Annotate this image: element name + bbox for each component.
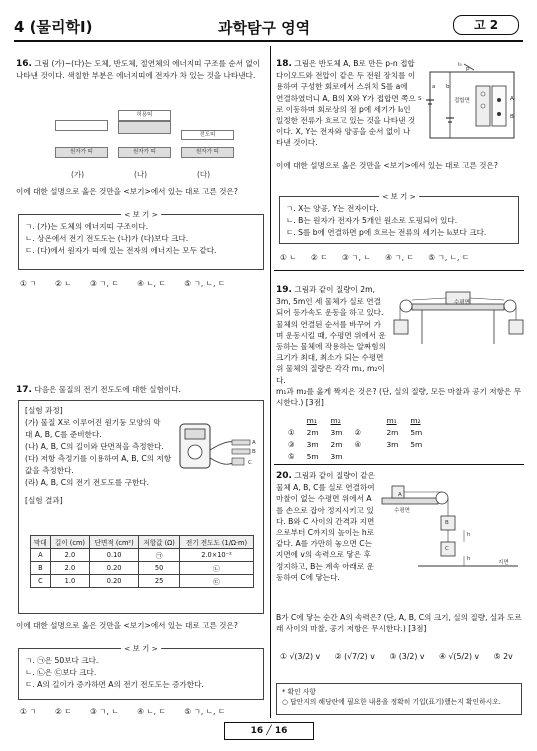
q20-label-ground: 지면	[498, 560, 509, 566]
q16-option[interactable]: ④ ㄴ, ㄷ	[137, 279, 166, 288]
confirmation-note	[276, 683, 522, 715]
q17-option[interactable]: ③ ㄱ, ㄴ	[89, 707, 119, 716]
table-row[interactable]: ⑤ 5m 3m	[288, 451, 343, 461]
label-current: I₀	[458, 62, 462, 68]
header-rule	[14, 40, 523, 42]
q20-option[interactable]: ⑤ 2v	[493, 652, 513, 661]
q16-bogi-item: ㄱ. (가)는 도체의 에너지띠 구조이다.	[25, 222, 149, 231]
q18-option[interactable]: ④ ㄱ, ㄷ	[385, 253, 414, 262]
table-row: A 2.0 0.10 ㉠ 2.0×10⁻²	[31, 549, 254, 562]
q18-option[interactable]: ⑤ ㄱ, ㄴ, ㄷ	[428, 253, 470, 262]
note-text: ○ 답안지의 해당란에 필요한 내용을 정확히 기입(표기)했는지 확인하시오.	[282, 698, 501, 706]
q17-step: (다) 저항 측정기를 이용하여 A, B, C의 저항값을 측정한다.	[25, 454, 172, 475]
table-header-row	[31, 536, 254, 549]
q16-bogi-item: ㄴ. 상온에서 전기 전도도는 (나)가 (다)보다 크다.	[25, 234, 189, 243]
q20-option[interactable]: ① √(3/2) v	[280, 652, 321, 661]
q18-bogi-item: ㄷ. S를 b에 연결하면 p에 흐르는 전류의 세기는 I₀보다 크다.	[286, 228, 487, 237]
table-header: 저항값 (Ω)	[139, 536, 180, 549]
band-valence-ga: 원자가 띠	[55, 147, 108, 158]
q20-option[interactable]: ④ √(5/2) v	[439, 652, 480, 661]
label-a-terminal: a	[432, 84, 436, 90]
table-row: C 1.0 0.20 25 ㉢	[31, 575, 254, 588]
q20-stem2: B가 C에 닿는 순간 A의 속력은? (단, A, B, C의 크기, 실의 질량, 실과 도르래 사이의 마찰, 공기 저항은 무시한다.) [3점]	[276, 613, 522, 634]
band-allowed-na: 허용띠	[118, 110, 171, 121]
q17-bogi-label: < 보 기 >	[121, 643, 161, 655]
panel-label-na: (나)	[134, 170, 148, 179]
q16-bogi-item: ㄷ. (다)에서 원자가 띠에 있는 전자의 에너지는 모두 같다.	[25, 246, 217, 255]
table-row[interactable]: ① 2m 3m ② 2m 5m	[288, 427, 423, 437]
q17-result-table	[30, 535, 254, 588]
q16-bogi-box	[18, 210, 264, 270]
q20-stem: 20. 그림과 같이 질량이 같은 물체 A, B, C를 실로 연결하여 마찰이 없는 수평면 위에서 A를 손으로 잡아 정지시키고 있다. B와 C 사이의 간격과 지면으로부터 C까지의 높이는 h로 같다. A를 가만히 놓으면 C는 지면에 v의 속력으로 닿은 후 정지하고, B는 계속 아래로 운동하여 C에 닿는다.	[276, 471, 375, 582]
q20-number: 20.	[276, 471, 292, 481]
q18-option[interactable]: ② ㄷ	[310, 253, 328, 262]
q19-plane-label: 수평면	[454, 300, 470, 306]
q19-stem2: m₁과 m₂를 옳게 짝지은 것은? (단, 실의 질량, 모든 마찰과 공기 저항은 무시한다.) [3점]	[276, 387, 522, 408]
q16-option[interactable]: ① ㄱ	[20, 279, 37, 288]
q17-bogi-box	[18, 644, 264, 700]
q17-stem: 17. 다음은 물질의 전기 전도도에 대한 실험이다.	[16, 385, 181, 395]
band-valence-na: 원자가 띠	[118, 147, 171, 158]
q17-bogi-item: ㄴ. ㉡은 ㉢보다 크다.	[25, 668, 97, 677]
q17-result-title: [실험 결과]	[25, 496, 63, 505]
q17-step: (가) 물질 X로 이루어진 원기둥 모양의 막대 A, B, C를 준비한다.	[25, 418, 161, 439]
q18-bogi-label: < 보 기 >	[379, 191, 419, 203]
q17-bogi-item: ㄱ. ㉠은 50보다 크다.	[25, 656, 99, 665]
page-number: 16 ╱ 16	[224, 722, 314, 740]
label-junction: 접합면	[454, 98, 470, 104]
q18-bogi-item: ㄴ. B는 원자가 전자가 5개인 원소로 도핑되어 있다.	[286, 216, 458, 225]
q16-bogi-label: < 보 기 >	[121, 209, 161, 221]
label-b-terminal: b	[446, 84, 450, 90]
q17-procedure-title: [실험 과정]	[25, 406, 63, 415]
band-conduction-da: 전도띠	[181, 130, 234, 140]
grade-badge: 고 2	[453, 15, 519, 35]
q19-choice-table	[282, 414, 428, 462]
q16-stem: 16. 그림 (가)~(다)는 도체, 반도체, 절연체의 에너지띠 구조를 순서 없이 나타낸 것이다. 색칠한 부분은 에너지띠에 전자가 차 있는 것을 나타낸다.	[16, 59, 261, 81]
q18-bogi-item: ㄱ. X는 양공, Y는 전자이다.	[286, 204, 379, 213]
resistance-meter-drawing	[176, 420, 258, 478]
label-point-p: p	[466, 66, 470, 72]
q17-step: (라) A, B, C의 전기 전도도를 구한다.	[25, 478, 150, 487]
panel-label-ga: (가)	[71, 170, 85, 179]
q20-option[interactable]: ③ (3/2) v	[389, 652, 425, 661]
panel-label-da: (다)	[197, 170, 211, 179]
q18-option[interactable]: ① ㄴ	[280, 253, 297, 262]
meter-label-b: B	[252, 449, 256, 455]
table-header: 길이 (cm)	[50, 536, 89, 549]
q17-bogi-item: ㄷ. A의 길이가 증가하면 A의 전기 전도도는 증가한다.	[25, 680, 204, 689]
q17-step: (나) A, B, C의 길이와 단면적을 측정한다.	[25, 442, 164, 451]
q20-options	[280, 652, 529, 661]
q18-option[interactable]: ③ ㄱ, ㄴ	[341, 253, 371, 262]
label-semiconductor-a: A	[510, 96, 514, 102]
table-header-row: m₁ m₂ m₁ m₂	[306, 415, 421, 425]
table-row: B 2.0 0.20 50 ㉡	[31, 562, 254, 575]
q17-option[interactable]: ② ㄷ	[54, 707, 72, 716]
q18-number: 18.	[276, 59, 292, 69]
q19-q20-divider	[274, 464, 524, 465]
table-header: 전기 전도도 (1/Ω·m)	[179, 536, 253, 549]
band-empty-ga	[55, 120, 108, 131]
q18-options	[280, 252, 485, 263]
q20-option[interactable]: ② (√7/2) v	[334, 652, 375, 661]
q17-options	[20, 706, 241, 717]
q20-label-b: B	[445, 520, 449, 526]
q17-option[interactable]: ⑤ ㄱ, ㄴ, ㄷ	[184, 707, 226, 716]
label-switch-s: S	[418, 96, 422, 102]
q18-prompt: 이에 대한 설명으로 옳은 것만을 <보기>에서 있는 대로 고른 것은?	[276, 161, 498, 170]
q16-option[interactable]: ② ㄴ	[54, 279, 72, 288]
page-header	[0, 0, 537, 44]
q20-label-h1: h	[467, 532, 471, 538]
q19-stem: 19. 그림과 같이 질량이 2m, 3m, 5m인 세 물체가 실로 연결되어 등가속도 운동을 하고 있다. 물체의 연결된 순서를 바꾸어 가며 운동시킬 때, 수평면 위에서 운동하는 물체에 작용하는 알짜힘의 크기가 최대, 최소가 되는 수평면 위 물체의 질량은 각각 m₁, m₂이다.	[276, 285, 386, 385]
meter-label-c: C	[248, 460, 252, 466]
q16-option[interactable]: ⑤ ㄱ, ㄴ, ㄷ	[184, 279, 226, 288]
q17-number: 17.	[16, 385, 32, 395]
q18-q19-divider	[274, 270, 524, 271]
q17-option[interactable]: ④ ㄴ, ㄷ	[137, 707, 166, 716]
q17-prompt: 이에 대한 설명으로 옳은 것만을 <보기>에서 있는 대로 고른 것은?	[16, 621, 238, 630]
label-semiconductor-b: B	[510, 114, 514, 120]
note-title: * 확인 사항	[282, 688, 316, 696]
q18-bogi-box	[279, 192, 519, 244]
q19-number: 19.	[276, 285, 292, 295]
q20-pulley-diagram	[378, 476, 522, 568]
q20-label-plane: 수평면	[394, 508, 410, 514]
band-valence-da: 원자가 띠	[181, 147, 234, 158]
area-title: 과학탐구 영역	[218, 19, 311, 37]
meter-label-a: A	[252, 440, 256, 446]
q16-options	[20, 278, 241, 289]
q20-label-a: A	[398, 492, 402, 498]
column-divider	[270, 46, 271, 718]
q18-circuit-diagram	[420, 60, 524, 152]
q20-label-h2: h	[467, 556, 471, 562]
table-header: 단면적 (cm²)	[90, 536, 139, 549]
q18-stem: 18. 그림은 반도체 A, B로 만든 p-n 접합 다이오드와 전압이 같은 두 전원 장치를 이용하여 구성한 회로에서 스위치 S를 a에 연결하였더니 A, B의 X와 Y가 접합면 쪽으로 이동하며 회로상의 점 p에 세기가 I₀인 일정한 전류가 흐르고 있는 것을 나타낸 것이다. X, Y는 전자와 양공을 순서 없이 나타낸 것이다.	[276, 59, 416, 148]
q20-label-c: C	[445, 546, 449, 552]
subject-label: 4 (물리학Ⅰ)	[14, 18, 93, 36]
q19-pulley-diagram	[392, 284, 524, 350]
q16-prompt: 이에 대한 설명으로 옳은 것만을 <보기>에서 있는 대로 고른 것은?	[16, 187, 238, 196]
table-header: 막대	[31, 536, 51, 549]
q16-option[interactable]: ③ ㄱ, ㄷ	[89, 279, 119, 288]
table-row[interactable]: ③ 3m 2m ④ 3m 5m	[288, 439, 423, 449]
q16-number: 16.	[16, 59, 32, 69]
q17-option[interactable]: ① ㄱ	[20, 707, 37, 716]
band-filled-na	[118, 121, 171, 134]
